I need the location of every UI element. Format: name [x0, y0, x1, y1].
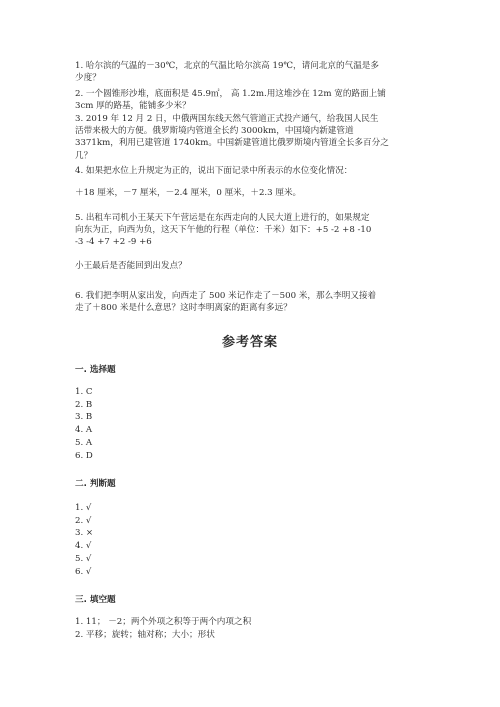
q5-line-4: 小王最后是否能回到出发点？: [75, 260, 187, 271]
q1-line-2: 少度？: [75, 73, 101, 84]
q5-line-3: -3 -4 +7 +2 -9 +6: [75, 237, 152, 248]
list-item: 1. C: [75, 387, 93, 397]
list-item: 5. A: [75, 437, 93, 448]
q5-line-2: 向东为正，向西为负，这天下午他的行程（单位：千米）如下：+5 -2 +8 -10: [75, 225, 372, 236]
list-item: 5. √: [75, 553, 92, 564]
section-2-heading: 二. 判断题: [75, 479, 116, 489]
question-5: [75, 212, 430, 272]
list-item: 1. 11； －2；两个外项之积等于两个内项之积: [75, 617, 252, 627]
q4-line-2: ＋18 厘米，－7 厘米，－2.4 厘米，0 厘米，＋2.3 厘米。: [75, 188, 302, 199]
q1-line-1: 1. 哈尔滨的气温的－30℃，北京的气温比哈尔滨高 19℃，请问北京的气温是多: [75, 61, 379, 71]
list-item: 1. √: [75, 503, 92, 513]
q4-line-1: 4. 如果把水位上升规定为正的，说出下面记录中所表示的水位变化情况：: [75, 166, 353, 176]
list-item: 3. B: [75, 412, 93, 423]
question-1: [75, 60, 430, 84]
list-item: 2. √: [75, 515, 92, 526]
section-1-list: [75, 386, 93, 462]
q2-line-2: 3cm 厚的路基，能铺多少米？: [75, 101, 191, 112]
question-3: [75, 113, 430, 162]
q5-line-1: 5. 出租车司机小王某天下午营运是在东西走向的人民大道上进行的，如果规定: [75, 213, 370, 223]
question-2: [75, 88, 430, 112]
answers-title: 参考答案: [221, 335, 278, 350]
q6-line-1: 6. 我们把李明从家出发，向西走了 500 米记作走了－500 米，那么李明又接着: [75, 291, 377, 301]
list-item: 6. √: [75, 566, 92, 577]
q3-line-3: 3371km，利用已建管道 1740km。中国新建管道比俄罗斯境内管道全长多百分之: [75, 138, 389, 149]
question-4: [75, 165, 430, 199]
list-item: 4. √: [75, 541, 92, 552]
section-2-list: [75, 502, 93, 578]
list-item: 2. 平移；旋转；轴对称；大小；形状: [75, 629, 215, 640]
list-item: 3. ×: [75, 528, 94, 539]
q2-line-1: 2. 一个圆锥形沙堆，底面积是 45.9㎡， 高 1.2m.用这堆沙在 12m 宽的路面上铺: [75, 89, 386, 99]
q3-line-4: 几？: [75, 150, 93, 161]
list-item: 6. D: [75, 450, 93, 461]
list-item: 2. B: [75, 399, 93, 410]
section-1-heading: 一. 选择题: [75, 365, 116, 375]
q3-line-1: 3. 2019 年 12 月 2 日，中俄两国东线天然气管道正式投产通气，给我国人民生: [75, 114, 379, 124]
q3-line-2: 活带来极大的方便。俄罗斯境内管道全长约 3000km，中国境内新建管道: [75, 126, 354, 137]
question-6: [75, 290, 430, 314]
section-3-list: [75, 616, 251, 641]
q6-line-2: 走了＋800 米是什么意思？这时李明离家的距离有多远？: [75, 303, 292, 314]
section-3-heading: 三. 填空题: [75, 595, 116, 605]
list-item: 4. A: [75, 425, 93, 436]
